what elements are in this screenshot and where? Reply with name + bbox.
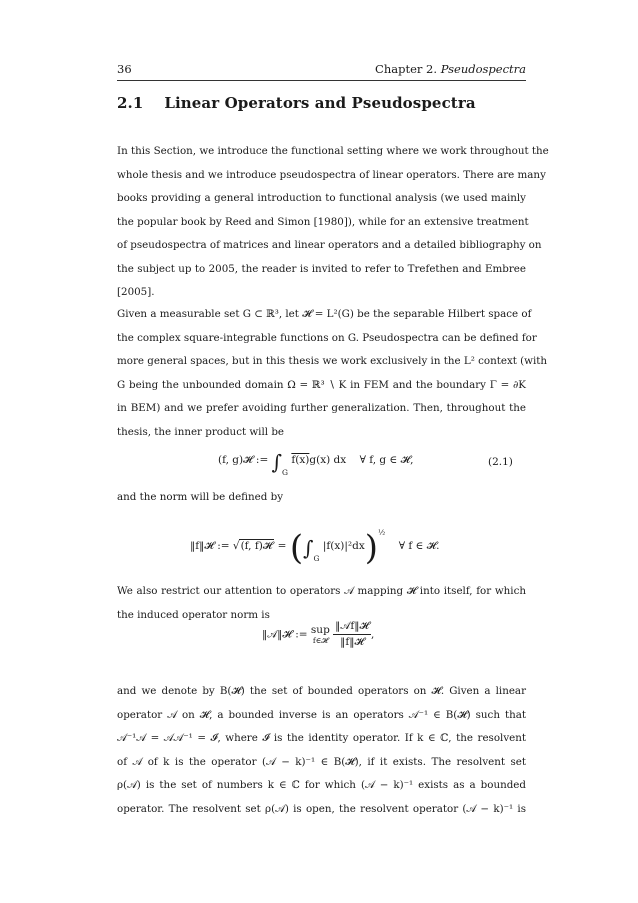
eq-condition: ∀ f ∈ 𝓗. [398,540,440,552]
norm-fraction [333,620,371,649]
equation-number: (2.1) [488,456,513,468]
text-line: of pseudospectra of matrices and linear operators and a detailed bibliography on [117,239,542,251]
running-header [117,62,526,76]
text-line: whole thesis and we introduce pseudospectra of linear operators. There are many [117,168,546,181]
section-number: 2.1 [117,94,144,112]
integral-sign: ∫ [271,450,283,474]
text-line: the subject up to 2005, the reader is invited to refer to Trefethen and Embree [117,262,526,275]
exponent: ½ [378,528,386,537]
text-line: books providing a general introduction to functional analysis (we used mainly [117,192,526,204]
paragraph-setting [117,303,548,444]
eq-lhs: ‖𝒜‖𝓗 := [262,628,308,641]
text-line: ρ(𝒜) is the set of numbers k ∈ ℂ for which (𝒜 − k)⁻¹ exists as a bounded [117,779,526,791]
integrand: |f(x)|²dx [322,540,365,552]
text-line: [2005]. [117,286,155,298]
trailing-comma: , [370,628,375,641]
equals-sign: = [277,540,287,552]
sup-subscript: f∈𝓗 [312,635,328,645]
page-number: 36 [117,62,132,76]
supremum [311,624,330,646]
text-line: operator 𝒜 on 𝓗, a bounded inverse is an operators 𝒜⁻¹ ∈ B(𝓗) such that [117,708,526,721]
chapter-label [375,62,526,76]
text-line: and we denote by B(𝓗) the set of bounded operators on 𝓗. Given a linear [117,685,526,697]
text-line: the popular book by Reed and Simon [1980]), while for an extensive treatment [117,215,529,228]
text-line: operator. The resolvent set ρ(𝒜) is open, the resolvent operator (𝒜 − k)⁻¹ is [117,802,526,815]
integrand: g(x) dx [309,454,347,466]
text-line: We also restrict our attention to operators 𝒜 mapping 𝓗 into itself, for which [117,585,526,597]
header-rule [117,80,526,81]
paragraph-resolvent [117,680,526,821]
chapter-number: Chapter 2. [375,62,438,76]
text-line: G being the unbounded domain Ω = ℝ³ ∖ K in FEM and the boundary Γ = ∂K [117,378,526,391]
integral-domain: G [282,468,289,477]
eq-lhs: (f, g)𝓗 := [218,454,269,466]
sup-label: sup [310,623,330,636]
text-line: thesis, the inner product will be [117,425,285,438]
text-line: Given a measurable set G ⊂ ℝ³, let 𝓗 = L²(G) be the separable Hilbert space of [117,308,532,320]
text-line: the complex square-integrable functions on G. Pseudospectra can be defined for [117,331,537,344]
paragraph-norm-intro [117,486,526,510]
left-paren: ( [289,528,304,568]
eq-lhs: ‖f‖𝓗 := [190,540,230,552]
text-line: in BEM) and we prefer avoiding further generalization. Then, throughout the [117,402,526,414]
paragraph-intro [117,140,549,305]
section-title: Linear Operators and Pseudospectra [164,94,476,112]
text-line: In this Section, we introduce the functional setting where we work throughout the [117,145,549,157]
integral-sign: ∫ [303,536,314,560]
denominator: ‖f‖𝓗 [340,636,364,648]
equation-operator-norm [262,620,374,649]
conjugate-f: f(x) [291,454,310,466]
right-paren: ) [364,528,379,568]
text-line: of 𝒜 of k is the operator (𝒜 − k)⁻¹ ∈ B(𝓗), if it exists. The resolvent set [117,755,526,768]
eq-condition: ∀ f, g ∈ 𝓗, [359,454,414,466]
text-line: 𝒜⁻¹𝒜 = 𝒜𝒜⁻¹ = 𝓘, where 𝓘 is the identity operator. If k ∈ ℂ, the resolvent [117,732,526,744]
chapter-title: Pseudospectra [440,62,526,76]
numerator: ‖𝒜f‖𝓗 [333,620,371,635]
section-heading [117,94,476,112]
equation-norm: ‖f‖𝓗 := √(f, f)𝓗 = ($\int_G$ |f(x)|²dx)$^{\frac{1}{2}}$ ∀ f ∈ 𝓗. [190,528,440,568]
sqrt-argument: (f, f)𝓗 [240,540,273,552]
text-line: more general spaces, but in this thesis we work exclusively in the L² context (with [117,355,548,367]
integral-domain: G [313,554,320,563]
text-line: and the norm will be defined by [117,491,284,503]
text-line: the induced operator norm is [117,608,270,621]
equation-inner-product [218,452,413,477]
